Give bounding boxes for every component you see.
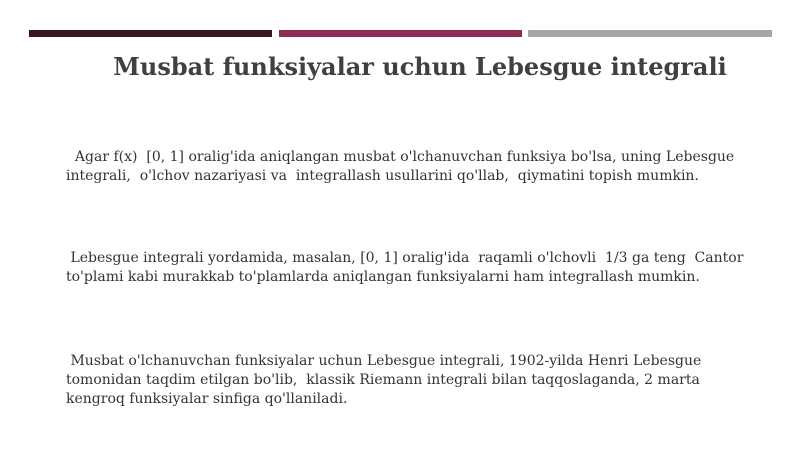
decorative-bar-dark bbox=[29, 30, 272, 37]
paragraph-2: Lebesgue integrali yordamida, masalan, [0, 1] oralig'ida raqamli o'lchovli 1/3 ga teng Cantor to'plami kabi murakkab to'plamlarda aniqlangan funksiyalarni ham integrallash mumkin. bbox=[66, 250, 748, 285]
slide-title: Musbat funksiyalar uchun Lebesgue integrali bbox=[113, 52, 727, 81]
paragraph-1: Agar f(x) [0, 1] oralig'ida aniqlangan musbat o'lchanuvchan funksiya bo'lsa, uning Lebesgue integrali, o'lchov nazariyasi va integrallash usullarini qo'llab, qiymatini topish mumkin. bbox=[66, 149, 739, 184]
decorative-bar-gray bbox=[528, 30, 772, 37]
paragraph-3: Musbat o'lchanuvchan funksiyalar uchun Lebesgue integrali, 1902-yilda Henri Lebesgue tomonidan taqdim etilgan bo'lib, klassik Riemann integrali bilan taqqoslaganda, 2 marta kengroq funksiyalar sinfiga qo'llaniladi. bbox=[66, 353, 706, 407]
decorative-bar-magenta bbox=[279, 30, 522, 37]
